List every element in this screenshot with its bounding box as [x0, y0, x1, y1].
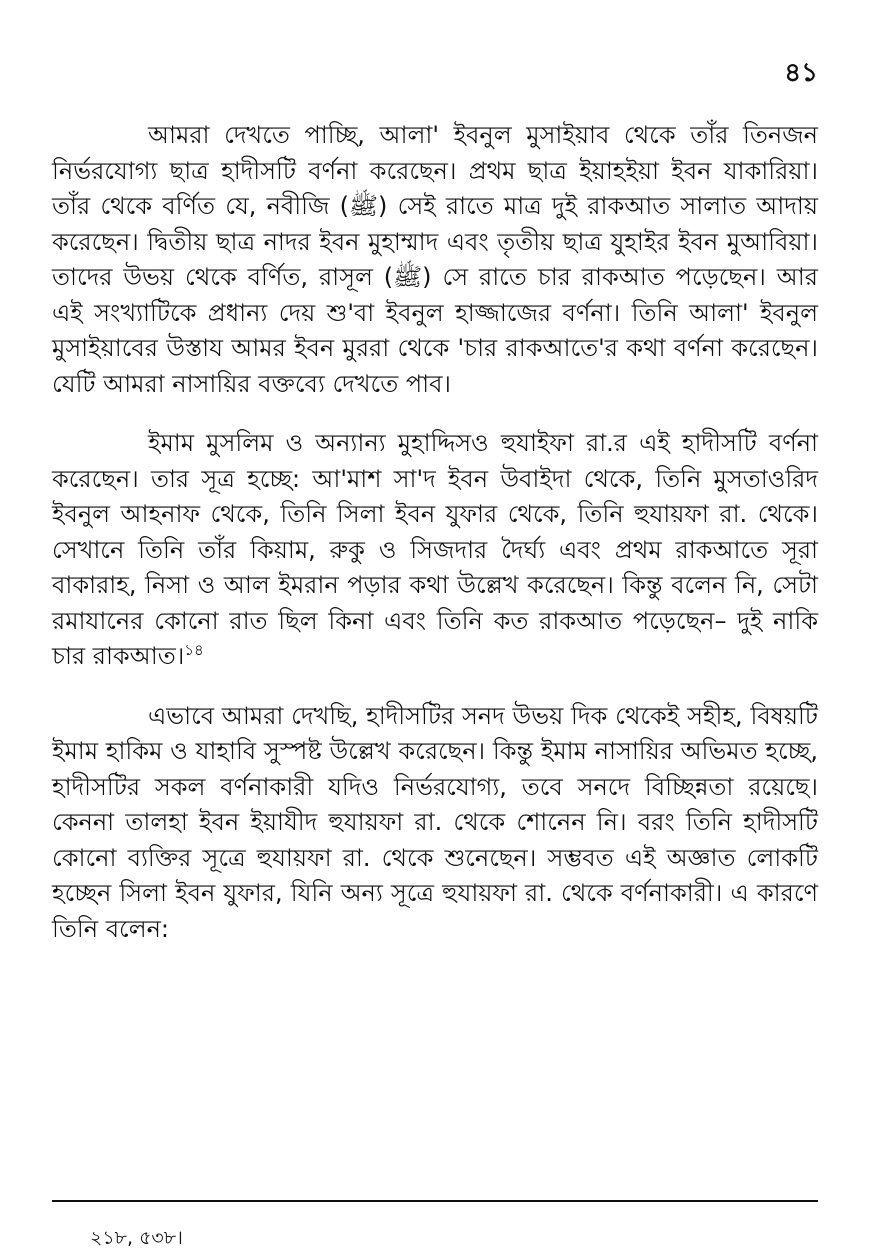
paragraph-1 [52, 118, 818, 402]
footnote-divider [52, 1200, 818, 1202]
paragraph-3-text: এভাবে আমরা দেখছি, হাদীসটির সনদ উভয় দিক থেকেই সহীহ, বিষয়টি ইমাম হাকিম ও যাহাবি সুস্পষ্ট উল্লেখ করেছেন। কিন্তু ইমাম নাসায়ির অভিমত হচ্ছে, হাদীসটির সকল বর্ণনাকারী যদিও নির্ভরযোগ্য, তবে সনদে বিচ্ছিন্নতা রয়েছে। কেননা তালহা ইবন ইয়াযীদ হুযায়ফা রা. থেকে শোনেন নি। বরং তিনি হাদীসটি কোনো ব্যক্তির সূত্রে হুযায়ফা রা. থেকে শুনেছেন। সম্ভবত এই অজ্ঞাত লোকটি হচ্ছেন সিলা ইবন যুফার, যিনি অন্য সূত্রে হুযায়ফা রা. থেকে বর্ণনাকারী। এ কারণে তিনি বলেন: [52, 701, 818, 943]
paragraph-2 [52, 426, 818, 675]
paragraph-1-text: আমরা দেখতে পাচ্ছি, আলা' ইবনুল মুসাইয়াব থেকে তাঁর তিনজন নির্ভরযোগ্য ছাত্র হাদীসটি বর্ণনা করেছেন। প্রথম ছাত্র ইয়াহইয়া ইবন যাকারিয়া। তাঁর থেকে বর্ণিত যে, নবীজি (ﷺ) সেই রাতে মাত্র দুই রাকআত সালাত আদায় করেছেন। দ্বিতীয় ছাত্র নাদর ইবন মুহাম্মাদ এবং তৃতীয় ছাত্র যুহাইর ইবন মুআবিয়া। তাদের উভয় থেকে বর্ণিত, রাসূল (ﷺ) সে রাতে চার রাকআত পড়েছেন। আর এই সংখ্যাটিকে প্রধান্য দেয় শু'বা ইবনুল হাজ্জাজের বর্ণনা। তিনি আলা' ইবনুল মুসাইয়াবের উস্তায আমর ইবন মুররা থেকে 'চার রাকআতে'র কথা বর্ণনা করেছেন। যেটি আমরা নাসায়ির বক্তব্যে দেখতে পাব। [52, 121, 818, 398]
page-number: ৪১ [784, 58, 818, 88]
paragraph-2-text: ইমাম মুসলিম ও অন্যান্য মুহাদ্দিসও হুযাইফা রা.র এই হাদীসটি বর্ণনা করেছেন। তার সূত্র হচ্ছে: আ'মাশ সা'দ ইবন উবাইদা থেকে, তিনি মুসতাওরিদ ইবনুল আহনাফ থেকে, তিনি সিলা ইবন যুফার থেকে, তিনি হুযায়ফা রা. থেকে। সেখানে তিনি তাঁর কিয়াম, রুকু ও সিজদার দৈর্ঘ্য এবং প্রথম রাকআতে সূরা বাকারাহ, নিসা ও আল ইমরান পড়ার কথা উল্লেখ করেছেন। কিন্তু বলেন নি, সেটা রমাযানের কোনো রাত ছিল কিনা এবং তিনি কত রাকআত পড়েছেন– দুই নাকি চার রাকআত। [52, 429, 818, 670]
footnote: ২১৮, ৫৩৮। [90, 1227, 183, 1249]
paragraph-3 [52, 699, 818, 948]
body-text [52, 118, 818, 947]
footnote-reference: ১৪ [184, 641, 204, 659]
